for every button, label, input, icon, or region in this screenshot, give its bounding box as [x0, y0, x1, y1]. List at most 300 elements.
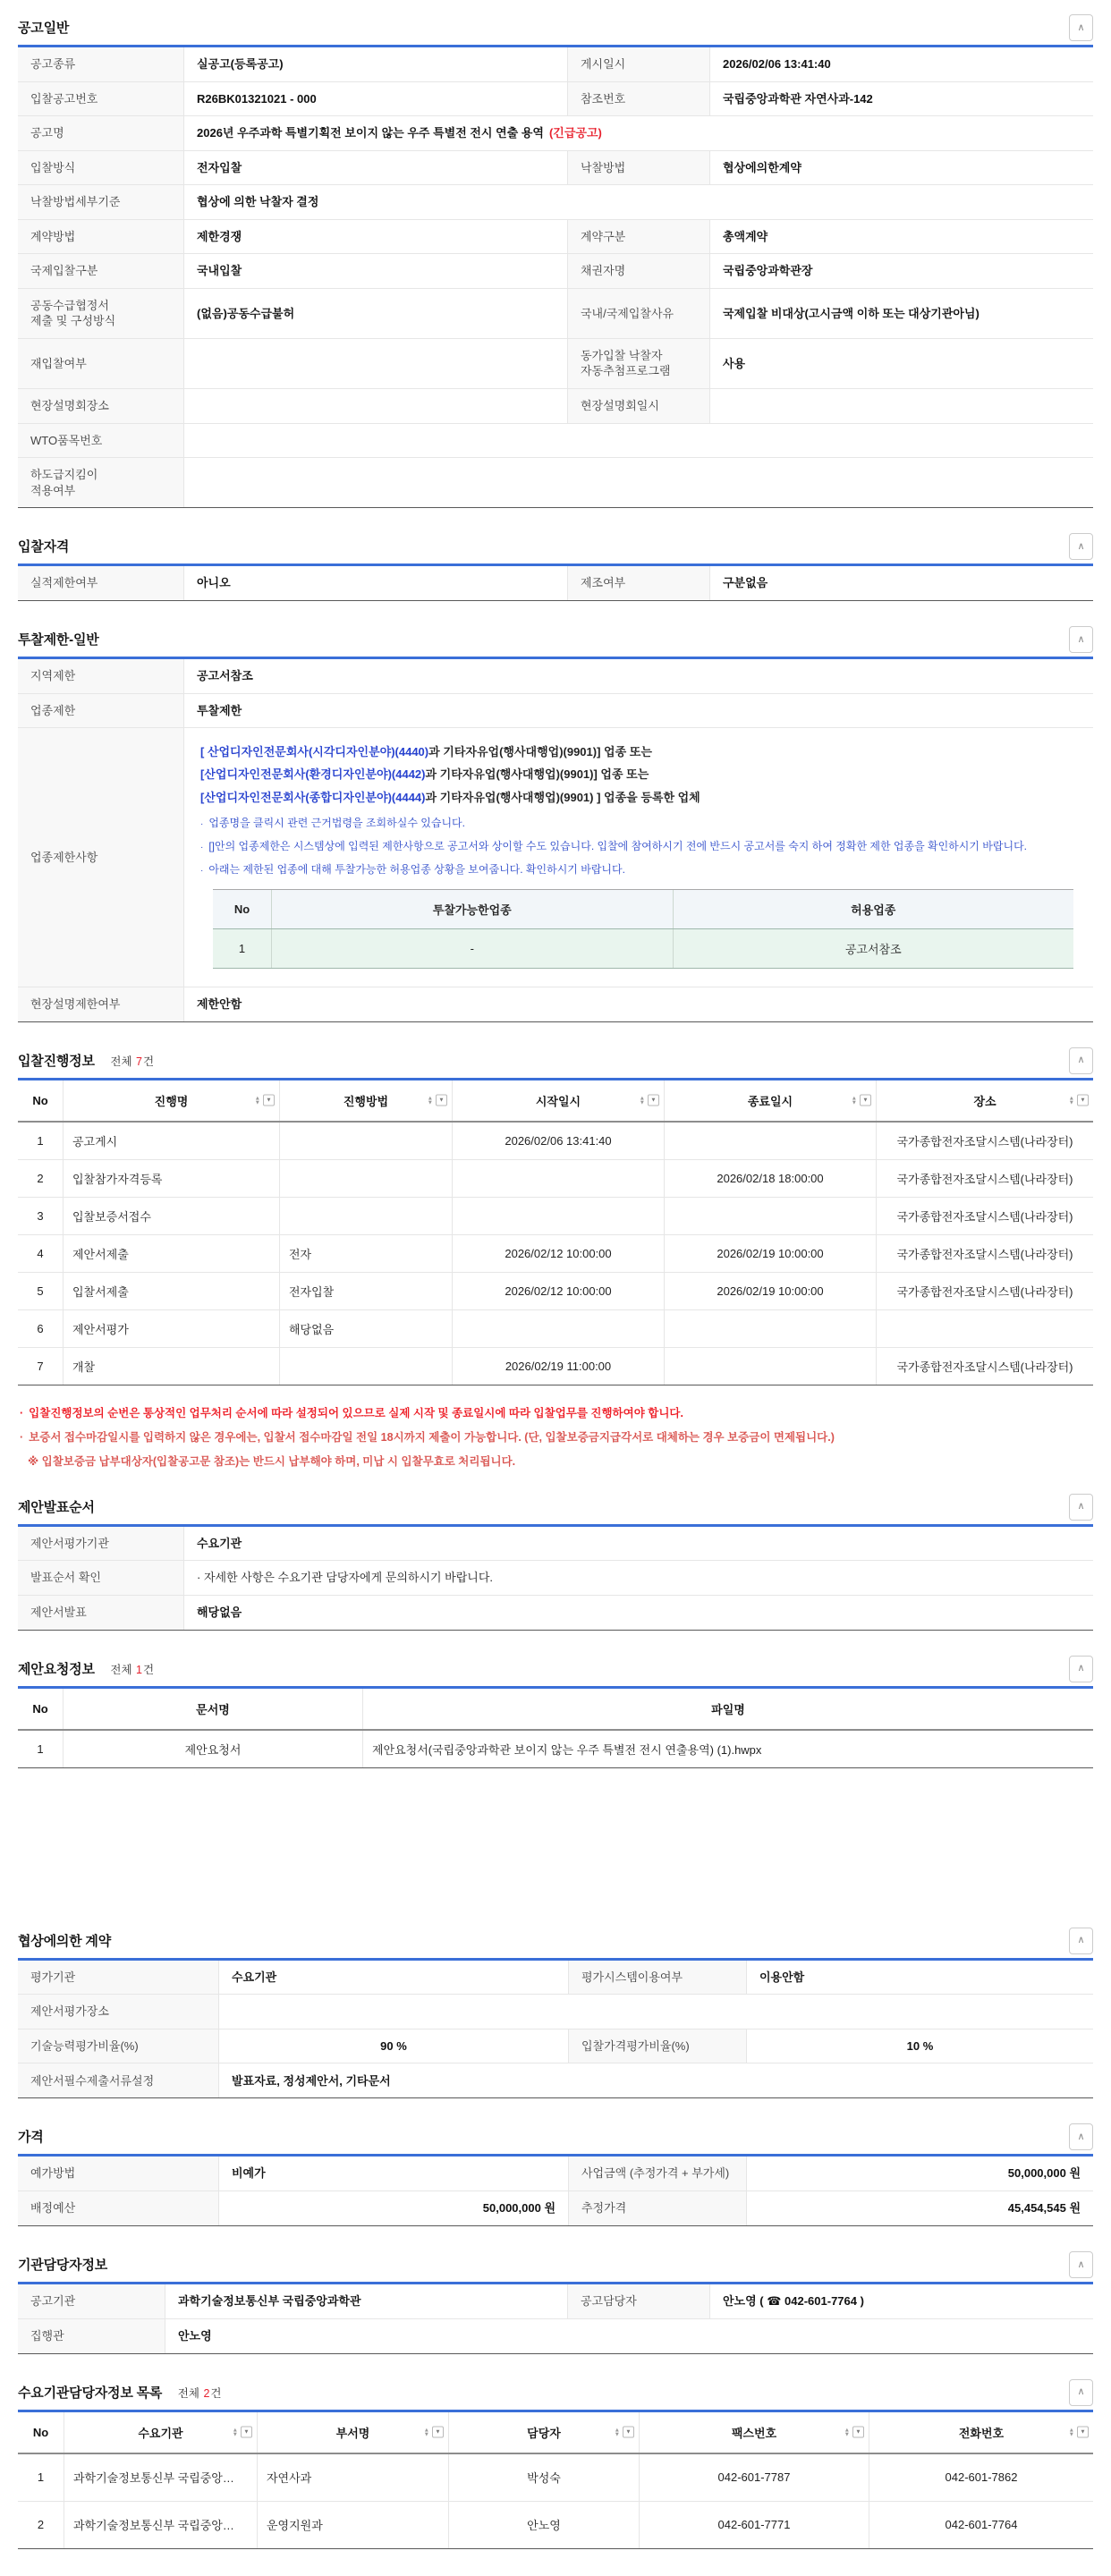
sort-down-icon: ▼	[844, 2431, 850, 2438]
header-demand-org-text: 수요기관	[138, 2426, 183, 2440]
row-proposal-presentation	[18, 1596, 1093, 1630]
value-proposal-presentation: 해당없음	[197, 1606, 242, 1620]
collapse-chevron-icon[interactable]: ∧	[1069, 2379, 1093, 2406]
header-document-name: 문서명	[64, 1689, 363, 1729]
collapse-chevron-icon[interactable]: ∧	[1069, 2251, 1093, 2278]
cell-start-date: 2026/02/19 11:00:00	[453, 1348, 665, 1385]
rfp-table	[18, 1686, 1093, 1768]
label-industry-limit: 업종제한	[18, 694, 184, 728]
label-subcontract-line2: 적용여부	[30, 483, 76, 497]
cell-phone: 042-601-7862	[945, 2470, 1018, 2485]
section-negotiation-title: 협상에의한 계약	[18, 1933, 111, 1949]
total-prefix: 전체	[110, 1663, 132, 1676]
sort-down-icon: ▼	[254, 1099, 260, 1106]
sort-arrows-icon[interactable]	[428, 1096, 433, 1105]
value-manufacture: 구분없음	[723, 576, 768, 590]
value-ref-number: 국립중앙과학관 자연사과-142	[723, 91, 873, 106]
section-qualification-title: 입찰자격	[18, 539, 70, 555]
header-person-text: 담당자	[527, 2426, 561, 2440]
label-award-method: 낙찰방법	[567, 151, 710, 185]
label-joint-supply-line2: 제출 및 구성방식	[30, 314, 116, 328]
sort-arrows-icon[interactable]	[1069, 2428, 1074, 2436]
sort-arrows-icon[interactable]	[852, 1096, 857, 1105]
value-contract-method: 제한경쟁	[197, 229, 242, 243]
notice-name-text: 2026년 우주과학 특별기획전 보이지 않는 우주 특별전 전시 연출 용역	[197, 126, 544, 140]
cell-department: 자연사과	[258, 2454, 449, 2501]
sort-up-icon: ▲	[1068, 1095, 1074, 1102]
section-negotiation	[18, 1926, 1093, 2099]
header-file-name: 파일명	[711, 1702, 745, 1716]
header-controls	[424, 2427, 444, 2438]
header-allowed-industry: 허용업종	[851, 902, 896, 917]
row-eval-agency	[18, 1961, 1093, 1996]
industry-note-text: 업종명을 클릭시 관련 근거법령을 조회하실수 있습니다.	[208, 816, 465, 829]
row-contract-method	[18, 220, 1093, 255]
industry-code-link[interactable]: [산업디자인전문회사(환경디자인분야)(4442)	[200, 767, 426, 782]
label-auto-draw	[567, 339, 710, 388]
bullet-dot: ·	[200, 842, 204, 852]
value-executive-officer: 안노영	[178, 2328, 212, 2343]
label-creditor: 채권자명	[567, 254, 710, 288]
rfp-table-header	[18, 1689, 1093, 1731]
collapse-chevron-icon[interactable]: ∧	[1069, 1928, 1093, 1954]
header-department-text: 부서명	[335, 2426, 370, 2440]
label-auto-draw-line1: 동가입찰 낙찰자	[581, 348, 663, 362]
value-award-detail: 협상에 의한 낙찰자 결정	[197, 195, 319, 209]
row-intl-bid	[18, 254, 1093, 289]
header-no: No	[213, 890, 272, 928]
row-rebid	[18, 339, 1093, 389]
cell-file-name: 제안요청서(국립중앙과학관 보이지 않는 우주 특별전 전시 연출용역) (1).hwpx	[372, 1742, 762, 1757]
cell-place: 국가종합전자조달시스템(나라장터)	[896, 1209, 1073, 1224]
cell-end-date	[665, 1310, 877, 1347]
sort-up-icon: ▲	[423, 2427, 429, 2434]
value-industry-limit: 투찰제한	[197, 703, 242, 717]
industry-code-link[interactable]: [산업디자인전문회사(종합디자인분야)(4444)	[200, 790, 426, 804]
cell-demand-org: 과학기술정보통신부 국립중앙…	[64, 2454, 258, 2501]
header-controls	[233, 2427, 252, 2438]
filter-dropdown-icon[interactable]: ▼	[623, 2427, 634, 2438]
value-rebid	[184, 339, 567, 388]
label-notice-agency: 공고기관	[18, 2284, 165, 2318]
label-contract-kind: 계약구분	[567, 220, 710, 254]
collapse-chevron-icon[interactable]: ∧	[1069, 1047, 1093, 1074]
value-bid-number: R26BK01321021 - 000	[197, 91, 317, 106]
blank-scroll-gap	[18, 1768, 1093, 1902]
section-progress-title: 입찰진행정보	[18, 1053, 95, 1069]
value-eval-place	[219, 1995, 1093, 2029]
section-progress-header	[18, 1046, 1093, 1078]
rfp-total-count	[110, 1661, 154, 1677]
header-step-method-text: 진행방법	[343, 1094, 389, 1108]
cell-step-method	[280, 1123, 453, 1159]
cell-step-name: 개찰	[64, 1348, 280, 1385]
section-restriction	[18, 624, 1093, 1022]
cell-step-name: 제안서평가	[64, 1310, 280, 1347]
filter-dropdown-icon[interactable]: ▼	[852, 2427, 864, 2438]
value-auto-draw: 사용	[723, 356, 746, 370]
cell-phone: 042-601-7764	[945, 2518, 1018, 2532]
sort-arrows-icon[interactable]	[844, 2428, 850, 2436]
bullet-dot: ·	[20, 1430, 24, 1444]
label-notice-kind: 공고종류	[18, 47, 184, 81]
value-notice-kind: 실공고(등록공고)	[197, 57, 284, 71]
demand-contacts-header	[18, 2412, 1093, 2454]
section-demand-contacts-header	[18, 2377, 1093, 2410]
filter-dropdown-icon[interactable]: ▼	[648, 1095, 659, 1106]
section-demand-contacts	[18, 2377, 1093, 2549]
sort-up-icon: ▲	[844, 2427, 850, 2434]
row-budget	[18, 2191, 1093, 2225]
row-industry-detail	[18, 728, 1093, 987]
allowed-industry-row	[213, 929, 1073, 969]
filter-dropdown-icon[interactable]: ▼	[432, 2427, 444, 2438]
row-subcontract	[18, 458, 1093, 507]
section-demand-contacts-title: 수요기관담당자정보 목록	[18, 2385, 163, 2401]
cell-place: 국가종합전자조달시스템(나라장터)	[896, 1134, 1073, 1148]
section-rfp-title: 제안요청정보	[18, 1661, 95, 1677]
label-notice-officer: 공고담당자	[567, 2284, 710, 2318]
section-price-title: 가격	[18, 2130, 44, 2146]
cell-step-method	[280, 1198, 453, 1234]
header-no: No	[18, 1689, 64, 1729]
demand-contacts-table	[18, 2410, 1093, 2549]
section-presentation-title: 제안발표순서	[18, 1499, 95, 1515]
header-controls	[852, 1095, 871, 1106]
row-presentation-order	[18, 1561, 1093, 1596]
label-manufacture: 제조여부	[567, 566, 710, 600]
section-qualification	[18, 531, 1093, 601]
label-price-ratio: 입찰가격평가비율(%)	[568, 2029, 747, 2063]
header-demand-org	[64, 2412, 258, 2453]
label-rebid: 재입찰여부	[18, 339, 184, 388]
demand-total-count	[178, 2385, 222, 2401]
total-count-number: 7	[136, 1055, 142, 1068]
value-posted-date: 2026/02/06 13:41:40	[723, 57, 831, 71]
header-controls	[615, 2427, 634, 2438]
label-posted-date: 게시일시	[567, 47, 710, 81]
header-no: No	[18, 2412, 64, 2453]
value-contract-kind: 총액계약	[723, 229, 768, 243]
cell-step-method: 전자	[280, 1235, 453, 1272]
label-required-docs: 제안서필수제출서류설정	[18, 2063, 219, 2097]
cell-end-date	[665, 1123, 877, 1159]
total-count-number: 1	[136, 1663, 142, 1676]
value-notice-officer: 안노영 ( ☎ 042-601-7764 )	[723, 2294, 864, 2308]
progress-table-header	[18, 1080, 1093, 1123]
progress-row	[18, 1123, 1093, 1160]
cell-fax: 042-601-7787	[640, 2454, 869, 2501]
cell-no: 1	[18, 1731, 64, 1767]
cell-no: 4	[18, 1235, 64, 1272]
header-department	[258, 2412, 449, 2453]
label-intl-reason: 국내/국제입찰사유	[567, 289, 710, 338]
progress-table	[18, 1078, 1093, 1385]
filter-dropdown-icon[interactable]: ▼	[436, 1095, 447, 1106]
section-qualification-header	[18, 531, 1093, 564]
section-presentation	[18, 1492, 1093, 1631]
value-budget: 50,000,000 원	[482, 2201, 556, 2216]
value-wto	[184, 424, 1093, 458]
cell-step-name: 제안서제출	[64, 1235, 280, 1272]
label-award-detail: 낙찰방법세부기준	[18, 185, 184, 219]
negotiation-table	[18, 1958, 1093, 2099]
sort-down-icon: ▼	[639, 1099, 645, 1106]
total-suffix: 건	[142, 1663, 155, 1676]
label-site-briefing-limit: 현장설명제한여부	[18, 987, 184, 1021]
sort-arrows-icon[interactable]	[1069, 1096, 1074, 1105]
row-award-detail	[18, 185, 1093, 220]
row-bid-number	[18, 82, 1093, 117]
value-notice-agency: 과학기술정보통신부 국립중앙과학관	[178, 2294, 361, 2308]
total-suffix: 건	[142, 1055, 155, 1068]
label-notice-name: 공고명	[18, 116, 184, 150]
value-site-time	[710, 389, 1093, 423]
section-price-header	[18, 2122, 1093, 2154]
progress-row	[18, 1198, 1093, 1235]
total-prefix: 전체	[177, 2386, 199, 2400]
header-person	[449, 2412, 640, 2453]
row-executive-officer	[18, 2319, 1093, 2353]
cell-no: 2	[18, 1160, 64, 1197]
rfp-row	[18, 1731, 1093, 1767]
filter-dropdown-icon[interactable]: ▼	[1077, 2427, 1089, 2438]
collapse-chevron-icon[interactable]: ∧	[1069, 2123, 1093, 2150]
row-site-briefing-limit	[18, 987, 1093, 1021]
row-qualification	[18, 566, 1093, 600]
industry-condition-line	[200, 766, 1077, 784]
section-agency-contact-title: 기관담당자정보	[18, 2258, 108, 2273]
progress-row	[18, 1348, 1093, 1385]
warning-note-text: 입찰진행정보의 순번은 통상적인 업무처리 순서에 따라 설정되어 있으므로 실제 시작 및 종료일시에 따라 입찰업무를 진행하여야 합니다.	[29, 1406, 683, 1419]
industry-note	[200, 861, 1077, 877]
label-wto: WTO품목번호	[18, 424, 184, 458]
sort-up-icon: ▲	[232, 2427, 238, 2434]
urgent-notice-badge: (긴급공고)	[548, 126, 602, 140]
sort-arrows-icon[interactable]	[424, 2428, 429, 2436]
total-count-number: 2	[203, 2386, 210, 2400]
label-subcontract-line1: 하도급지킴이	[30, 468, 98, 482]
collapse-chevron-icon[interactable]: ∧	[1069, 533, 1093, 560]
sort-down-icon: ▼	[427, 1099, 433, 1106]
collapse-chevron-icon[interactable]: ∧	[1069, 14, 1093, 41]
section-rfp	[18, 1654, 1093, 1768]
industry-condition-text: 과 기타자유업(행사대행업)(9901)] 업종 또는	[425, 767, 649, 782]
row-eval-place	[18, 1995, 1093, 2029]
header-step-method	[280, 1080, 453, 1121]
section-price	[18, 2122, 1093, 2226]
warning-note-text: 보증서 접수마감일시를 입력하지 않은 경우에는, 입찰서 접수마감일 전일 18시까지 제출이 가능합니다. (단, 입찰보증금지급각서로 대체하는 경우 보증금이 면제됩니다.)	[29, 1430, 835, 1444]
label-joint-supply-line1: 공동수급협정서	[30, 298, 109, 312]
cell-end-date	[665, 1198, 877, 1234]
cell-department: 운영지원과	[258, 2502, 449, 2548]
cell-no: 1	[213, 929, 272, 968]
filter-dropdown-icon[interactable]: ▼	[1077, 1095, 1089, 1106]
section-restriction-title: 투찰제한-일반	[18, 632, 99, 648]
row-site-briefing	[18, 389, 1093, 424]
value-presentation-order: · 자세한 사항은 수요기관 담당자에게 문의하시기 바랍니다.	[197, 1571, 494, 1585]
header-end-date	[665, 1080, 877, 1121]
cell-place: 국가종합전자조달시스템(나라장터)	[896, 1360, 1073, 1374]
value-eval-org: 수요기관	[197, 1536, 242, 1550]
cell-start-date: 2026/02/12 10:00:00	[453, 1235, 665, 1272]
progress-total-count	[110, 1053, 154, 1069]
value-region-limit: 공고서참조	[197, 669, 253, 683]
cell-allowed-industry: 공고서참조	[844, 942, 902, 956]
sort-arrows-icon[interactable]	[615, 2428, 620, 2436]
label-intl-bid: 국제입찰구분	[18, 254, 184, 288]
value-bid-method: 전자입찰	[197, 160, 242, 174]
progress-row	[18, 1235, 1093, 1273]
value-tech-ratio: 90 %	[380, 2038, 407, 2053]
cell-step-method	[280, 1160, 453, 1197]
cell-step-name: 공고게시	[64, 1123, 280, 1159]
header-no: No	[18, 1080, 64, 1121]
label-price-method: 예가방법	[18, 2157, 219, 2190]
label-site-place: 현장설명회장소	[18, 389, 184, 423]
industry-detail-content	[184, 728, 1093, 986]
section-general	[18, 13, 1093, 508]
section-agency-contact-header	[18, 2250, 1093, 2282]
cell-no: 3	[18, 1198, 64, 1234]
value-creditor: 국립중앙과학관장	[723, 264, 813, 278]
label-industry-detail: 업종제한사항	[18, 728, 184, 986]
header-controls	[1069, 2427, 1089, 2438]
filter-dropdown-icon[interactable]: ▼	[263, 1095, 275, 1106]
industry-condition-text: 과 기타자유업(행사대행업)(9901)] 업종 또는	[428, 745, 652, 759]
label-executive-officer: 집행관	[18, 2319, 165, 2353]
warning-note	[20, 1428, 1091, 1445]
warning-note	[20, 1404, 1091, 1420]
section-general-title: 공고일반	[18, 21, 70, 36]
industry-condition-text: 과 기타자유업(행사대행업)(9901) ] 업종을 등록한 업체	[425, 790, 700, 804]
sort-down-icon: ▼	[614, 2431, 620, 2438]
general-table	[18, 45, 1093, 508]
filter-dropdown-icon[interactable]: ▼	[241, 2427, 252, 2438]
row-wto	[18, 424, 1093, 459]
sort-down-icon: ▼	[232, 2431, 238, 2438]
section-agency-contact	[18, 2250, 1093, 2354]
sort-down-icon: ▼	[851, 1099, 857, 1106]
row-notice-agency	[18, 2284, 1093, 2319]
value-estimated-price: 45,454,545 원	[1007, 2201, 1081, 2216]
industry-note	[200, 838, 1077, 853]
total-prefix: 전체	[110, 1055, 132, 1068]
filter-dropdown-icon[interactable]: ▼	[860, 1095, 871, 1106]
value-eval-agency: 수요기관	[232, 1970, 277, 1984]
label-site-time: 현장설명회일시	[567, 389, 710, 423]
progress-warning-notes	[18, 1385, 1093, 1469]
value-site-briefing-limit: 제한안함	[197, 996, 242, 1011]
label-ref-number: 참조번호	[567, 82, 710, 116]
row-industry-limit	[18, 694, 1093, 729]
cell-start-date: 2026/02/12 10:00:00	[453, 1273, 665, 1309]
cell-start-date: 2026/02/06 13:41:40	[453, 1123, 665, 1159]
sort-arrows-icon[interactable]	[255, 1096, 260, 1105]
row-bid-method	[18, 151, 1093, 186]
header-biddable-industry: 투찰가능한업종	[272, 890, 674, 928]
cell-person: 박성숙	[449, 2454, 640, 2501]
collapse-chevron-icon[interactable]: ∧	[1069, 1656, 1093, 1682]
header-controls	[640, 1095, 659, 1106]
cell-no: 7	[18, 1348, 64, 1385]
header-fax	[640, 2412, 869, 2453]
cell-end-date: 2026/02/18 18:00:00	[665, 1160, 877, 1197]
label-eval-org: 제안서평가기관	[18, 1527, 184, 1561]
value-joint-supply: (없음)공동수급불허	[197, 306, 295, 320]
value-site-place	[184, 389, 567, 423]
header-controls	[1069, 1095, 1089, 1106]
price-table	[18, 2154, 1093, 2226]
label-eval-system: 평가시스템이용여부	[568, 1961, 747, 1995]
header-place-text: 장소	[973, 1094, 997, 1108]
value-required-docs: 발표자료, 정성제안서, 기타문서	[232, 2073, 391, 2088]
cell-step-method	[280, 1348, 453, 1385]
qualification-table	[18, 564, 1093, 601]
cell-end-date: 2026/02/19 10:00:00	[665, 1235, 877, 1272]
sort-up-icon: ▲	[851, 1095, 857, 1102]
collapse-chevron-icon[interactable]: ∧	[1069, 626, 1093, 653]
label-subcontract	[18, 458, 184, 507]
sort-up-icon: ▲	[1068, 2427, 1074, 2434]
cell-step-name: 입찰서제출	[64, 1273, 280, 1309]
warning-note-text: ※ 입찰보증금 납부대상자(입찰공고문 참조)는 반드시 납부해야 하며, 미납 시 입찰무효로 처리됩니다.	[28, 1454, 516, 1468]
sort-down-icon: ▼	[1068, 2431, 1074, 2438]
header-step-name-text: 진행명	[154, 1094, 189, 1108]
bullet-dot: ·	[200, 865, 204, 876]
sort-arrows-icon[interactable]	[640, 1096, 645, 1105]
cell-no: 2	[18, 2502, 64, 2548]
collapse-chevron-icon[interactable]: ∧	[1069, 1494, 1093, 1521]
label-budget: 배정예산	[18, 2191, 219, 2225]
cell-no: 1	[18, 1123, 64, 1159]
cell-place: 국가종합전자조달시스템(나라장터)	[896, 1247, 1073, 1261]
industry-code-link[interactable]: [ 산업디자인전문회사(시각디자인분야)(4440)	[200, 745, 429, 759]
cell-step-method: 해당없음	[280, 1310, 453, 1347]
section-restriction-header	[18, 624, 1093, 657]
industry-condition-line	[200, 743, 1077, 761]
cell-no: 1	[18, 2454, 64, 2501]
label-bid-method: 입찰방식	[18, 151, 184, 185]
warning-note	[20, 1453, 1091, 1469]
sort-arrows-icon[interactable]	[233, 2428, 238, 2436]
row-joint-supply	[18, 289, 1093, 339]
row-region-limit	[18, 659, 1093, 694]
label-joint-supply	[18, 289, 184, 338]
value-record-limit: 아니오	[197, 576, 231, 590]
value-award-method: 협상에의한계약	[723, 160, 801, 174]
cell-no: 5	[18, 1273, 64, 1309]
label-eval-agency: 평가기관	[18, 1961, 219, 1995]
industry-note-text: []안의 업종제한은 시스템상에 입력된 제한사항으로 공고서와 상이할 수도 있습니다. 입찰에 참여하시기 전에 반드시 공고서를 숙지 하여 정확한 제한 업종을 확인하시기 바랍니다.	[208, 839, 1027, 852]
label-contract-method: 계약방법	[18, 220, 184, 254]
cell-start-date	[453, 1160, 665, 1197]
progress-row	[18, 1160, 1093, 1198]
cell-place: 국가종합전자조달시스템(나라장터)	[896, 1284, 1073, 1299]
restriction-table	[18, 657, 1093, 1022]
row-eval-org	[18, 1527, 1093, 1562]
bullet-dot: ·	[20, 1406, 24, 1419]
section-presentation-header	[18, 1492, 1093, 1524]
header-phone	[869, 2412, 1093, 2453]
label-auto-draw-line2: 자동추첨프로그램	[581, 364, 671, 378]
industry-condition-line	[200, 789, 1077, 807]
cell-step-name: 입찰참가자격등록	[64, 1160, 280, 1197]
row-notice-kind	[18, 47, 1093, 82]
label-proposal-presentation: 제안서발표	[18, 1596, 184, 1630]
header-controls	[844, 2427, 864, 2438]
label-presentation-order: 발표순서 확인	[18, 1561, 184, 1595]
